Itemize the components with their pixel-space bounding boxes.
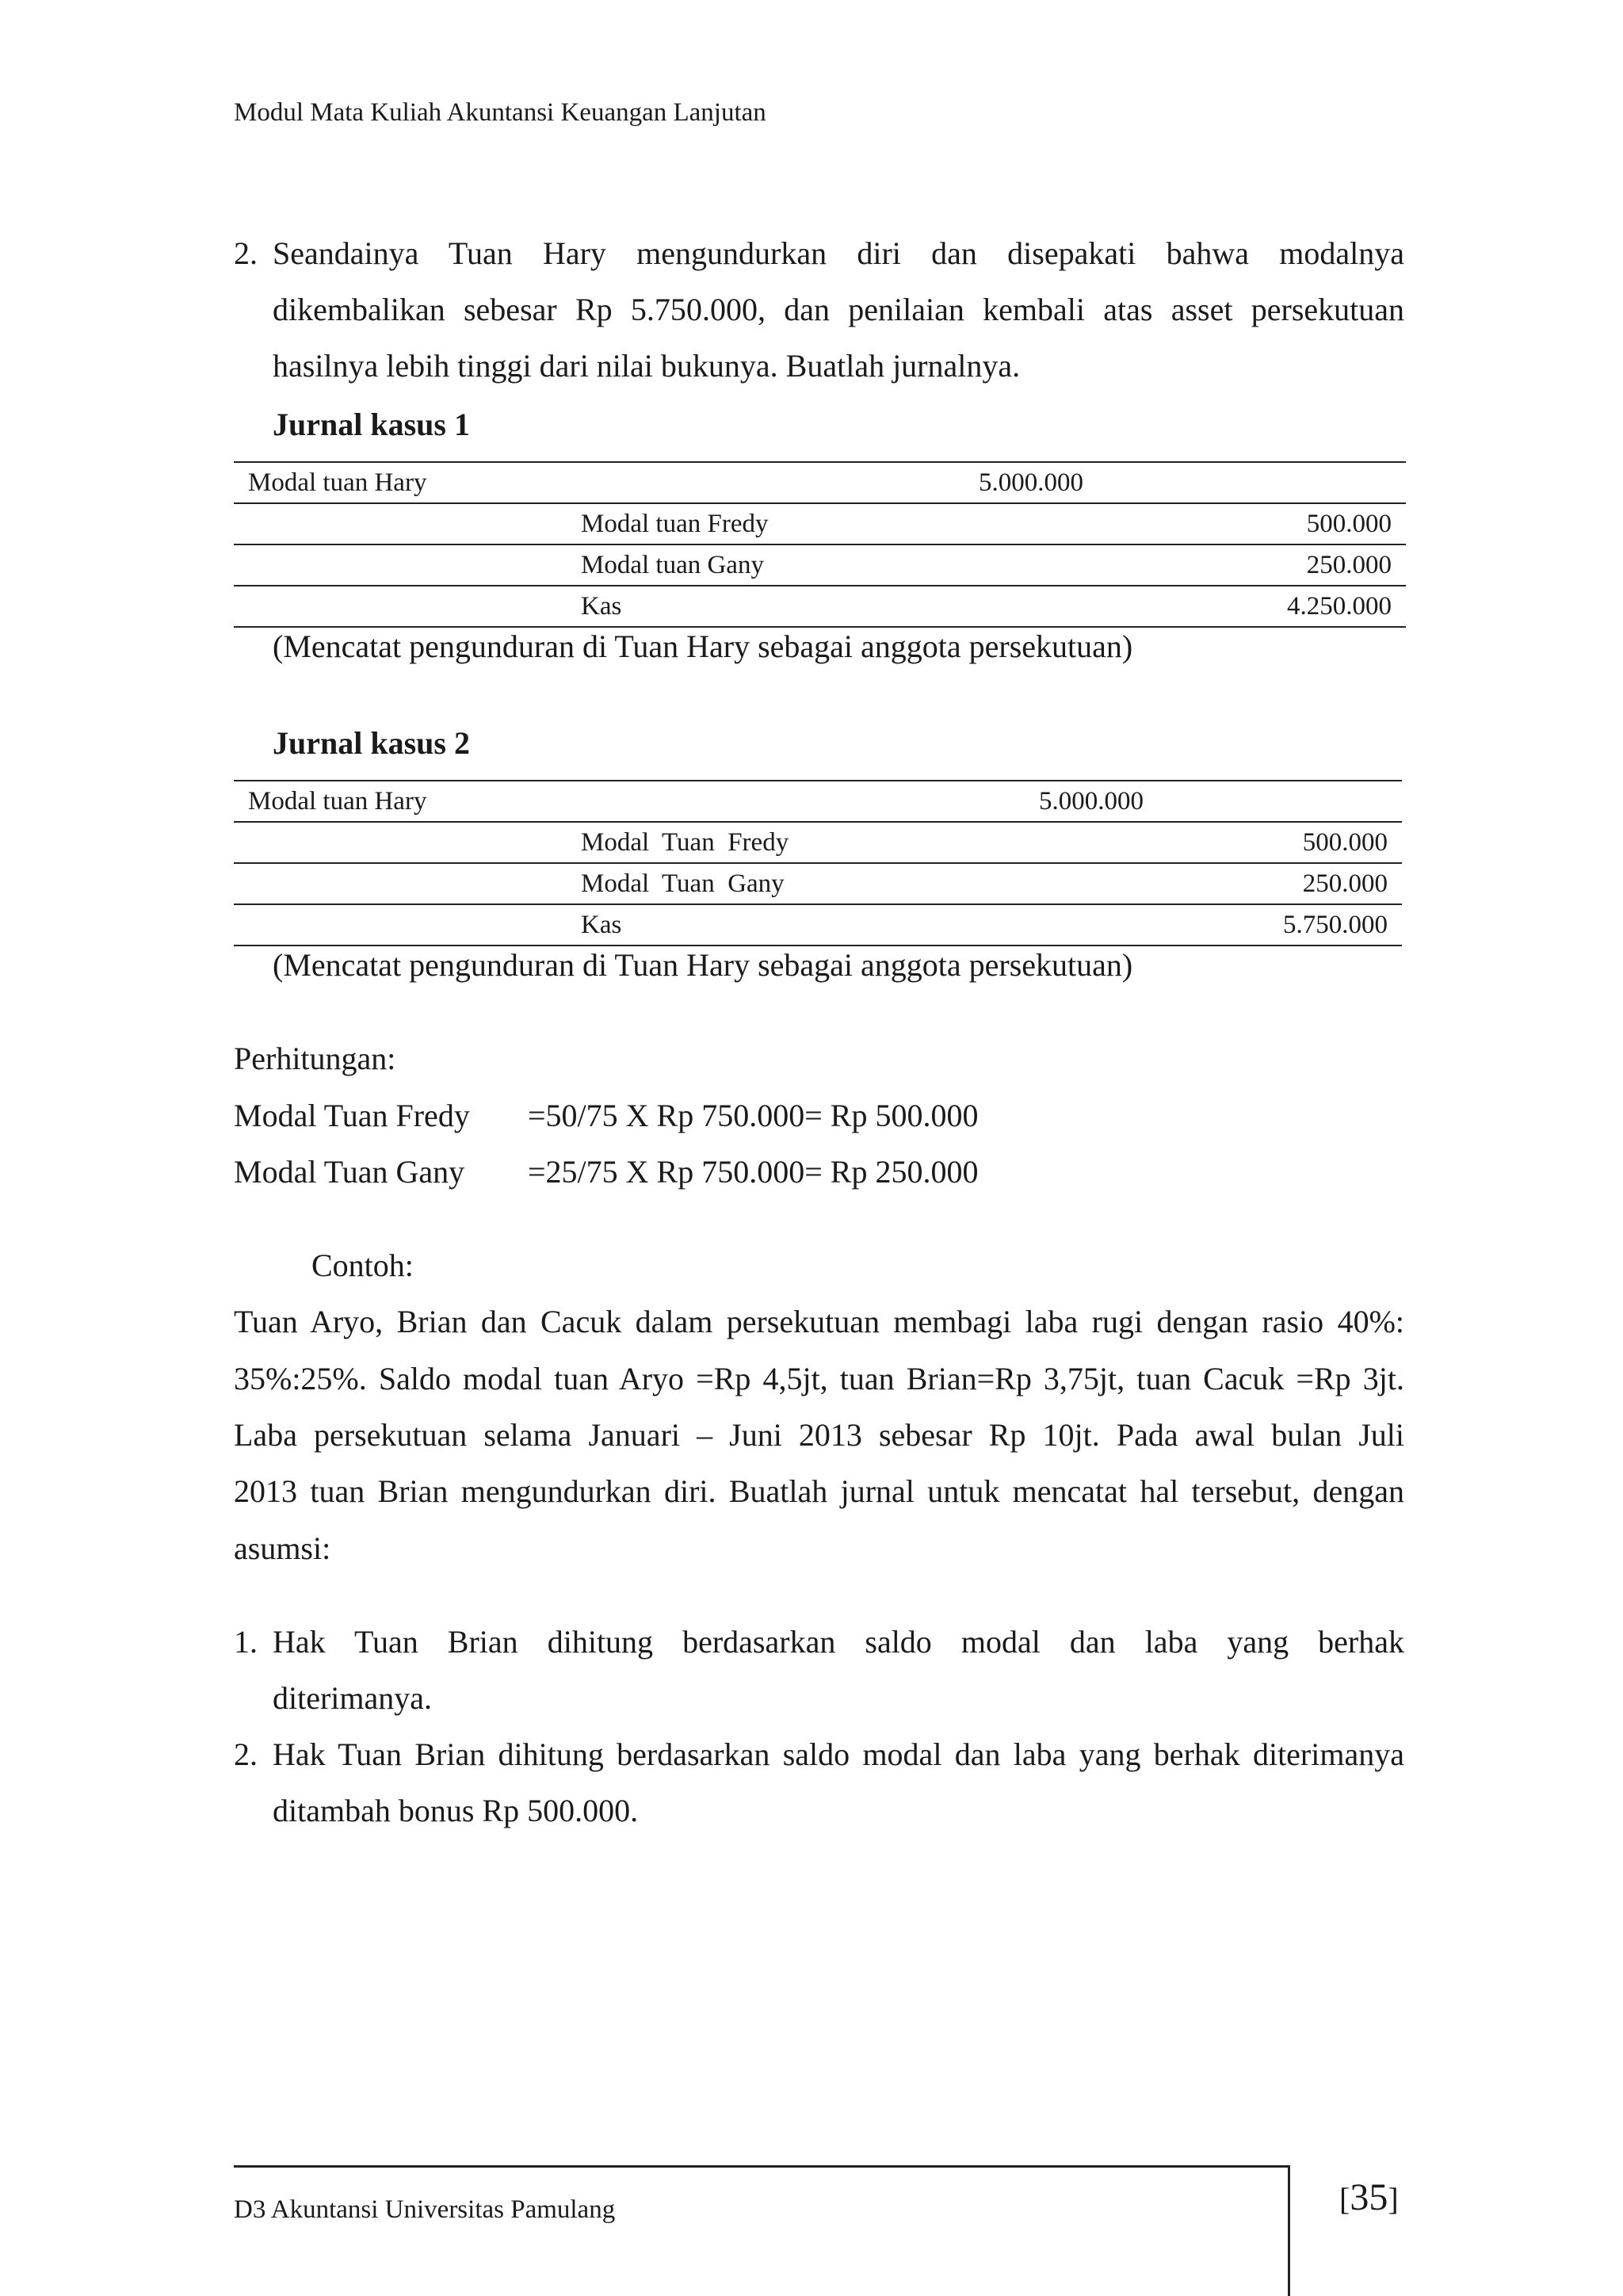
debit-account bbox=[234, 503, 581, 544]
calculation-value: =25/75 X Rp 750.000= Rp 250.000 bbox=[528, 1154, 979, 1190]
page-bracket-open: [ bbox=[1339, 2181, 1350, 2217]
assumption-text-line: diterimanya. bbox=[273, 1680, 433, 1716]
calculation-label: Modal Tuan Fredy bbox=[234, 1098, 470, 1133]
debit-account bbox=[234, 863, 581, 904]
page-number bbox=[1339, 2176, 1399, 2219]
credit-amount: 5.750.000 bbox=[1245, 904, 1402, 946]
running-header: Modul Mata Kuliah Akuntansi Keuangan Lanjutan bbox=[234, 98, 766, 127]
debit-amount bbox=[1039, 822, 1245, 863]
debit-amount bbox=[979, 503, 1218, 544]
journal-heading: Jurnal kasus 1 bbox=[273, 407, 470, 442]
credit-account: Kas bbox=[581, 904, 1039, 946]
debit-account bbox=[234, 544, 581, 586]
item-text-line: hasilnya lebih tinggi dari nilai bukunya. Buatlah jurnalnya. bbox=[273, 348, 1021, 384]
credit-account: Modal Tuan Gany bbox=[581, 863, 1039, 904]
credit-amount: 250.000 bbox=[1245, 863, 1402, 904]
example-title: Contoh: bbox=[311, 1247, 414, 1283]
journal-row bbox=[234, 586, 1406, 627]
example-text-line: Tuan Aryo, Brian dan Cacuk dalam persekutuan membagi laba rugi dengan rasio 40%: bbox=[234, 1304, 1404, 1339]
journal-heading: Jurnal kasus 2 bbox=[273, 725, 470, 761]
journal-table-2 bbox=[234, 780, 1402, 946]
calculation-value: =50/75 X Rp 750.000= Rp 500.000 bbox=[528, 1098, 979, 1133]
example-text-line: asumsi: bbox=[234, 1530, 331, 1566]
credit-account: Modal Tuan Fredy bbox=[581, 822, 1039, 863]
debit-amount: 5.000.000 bbox=[979, 462, 1218, 503]
item-number: 2. bbox=[234, 235, 258, 271]
credit-amount: 500.000 bbox=[1245, 822, 1402, 863]
credit-amount bbox=[1245, 781, 1402, 822]
journal-memo: (Mencatat pengunduran di Tuan Hary sebagai anggota persekutuan) bbox=[273, 628, 1133, 664]
journal-row bbox=[234, 863, 1402, 904]
example-text-line: 2013 tuan Brian mengundurkan diri. Buatlah jurnal untuk mencatat hal tersebut, dengan bbox=[234, 1473, 1404, 1509]
debit-account bbox=[234, 904, 581, 946]
debit-account bbox=[234, 822, 581, 863]
journal-table-1 bbox=[234, 461, 1406, 628]
credit-account: Modal tuan Fredy bbox=[581, 503, 979, 544]
debit-account: Modal tuan Hary bbox=[234, 781, 581, 822]
assumption-number: 1. bbox=[234, 1624, 258, 1660]
assumption-number: 2. bbox=[234, 1736, 258, 1772]
credit-account bbox=[581, 781, 1039, 822]
credit-amount: 250.000 bbox=[1218, 544, 1406, 586]
journal-row bbox=[234, 544, 1406, 586]
debit-amount: 5.000.000 bbox=[1039, 781, 1245, 822]
credit-amount bbox=[1218, 462, 1406, 503]
footer-institution: D3 Akuntansi Universitas Pamulang bbox=[234, 2195, 616, 2224]
journal-memo: (Mencatat pengunduran di Tuan Hary sebagai anggota persekutuan) bbox=[273, 947, 1133, 983]
journal-row bbox=[234, 503, 1406, 544]
journal-row bbox=[234, 822, 1402, 863]
debit-amount bbox=[1039, 904, 1245, 946]
journal-row bbox=[234, 904, 1402, 946]
item-text-line: Seandainya Tuan Hary mengundurkan diri dan disepakati bahwa modalnya bbox=[273, 235, 1404, 271]
credit-amount: 4.250.000 bbox=[1218, 586, 1406, 627]
debit-amount bbox=[1039, 863, 1245, 904]
credit-account: Kas bbox=[581, 586, 979, 627]
debit-amount bbox=[979, 544, 1218, 586]
calculation-title: Perhitungan: bbox=[234, 1041, 396, 1076]
credit-amount: 500.000 bbox=[1218, 503, 1406, 544]
page-number-value: 35 bbox=[1350, 2176, 1388, 2218]
assumption-text-line: Hak Tuan Brian dihitung berdasarkan saldo modal dan laba yang berhak diterimanya bbox=[273, 1736, 1404, 1772]
debit-account: Modal tuan Hary bbox=[234, 462, 581, 503]
assumption-text-line: ditambah bonus Rp 500.000. bbox=[273, 1793, 639, 1828]
credit-account bbox=[581, 462, 979, 503]
item-text-line: dikembalikan sebesar Rp 5.750.000, dan penilaian kembali atas asset persekutuan bbox=[273, 292, 1404, 327]
journal-row bbox=[234, 462, 1406, 503]
calculation-label: Modal Tuan Gany bbox=[234, 1154, 465, 1190]
credit-account: Modal tuan Gany bbox=[581, 544, 979, 586]
debit-account bbox=[234, 586, 581, 627]
journal-row bbox=[234, 781, 1402, 822]
footer-vertical-divider bbox=[1288, 2165, 1290, 2296]
example-text-line: Laba persekutuan selama Januari – Juni 2013 sebesar Rp 10jt. Pada awal bulan Juli bbox=[234, 1417, 1404, 1453]
example-text-line: 35%:25%. Saldo modal tuan Aryo =Rp 4,5jt, tuan Brian=Rp 3,75jt, tuan Cacuk =Rp 3jt. bbox=[234, 1361, 1404, 1396]
footer-divider bbox=[234, 2165, 1290, 2168]
assumption-text-line: Hak Tuan Brian dihitung berdasarkan saldo modal dan laba yang berhak bbox=[273, 1624, 1404, 1660]
debit-amount bbox=[979, 586, 1218, 627]
page-bracket-close: ] bbox=[1388, 2181, 1399, 2217]
